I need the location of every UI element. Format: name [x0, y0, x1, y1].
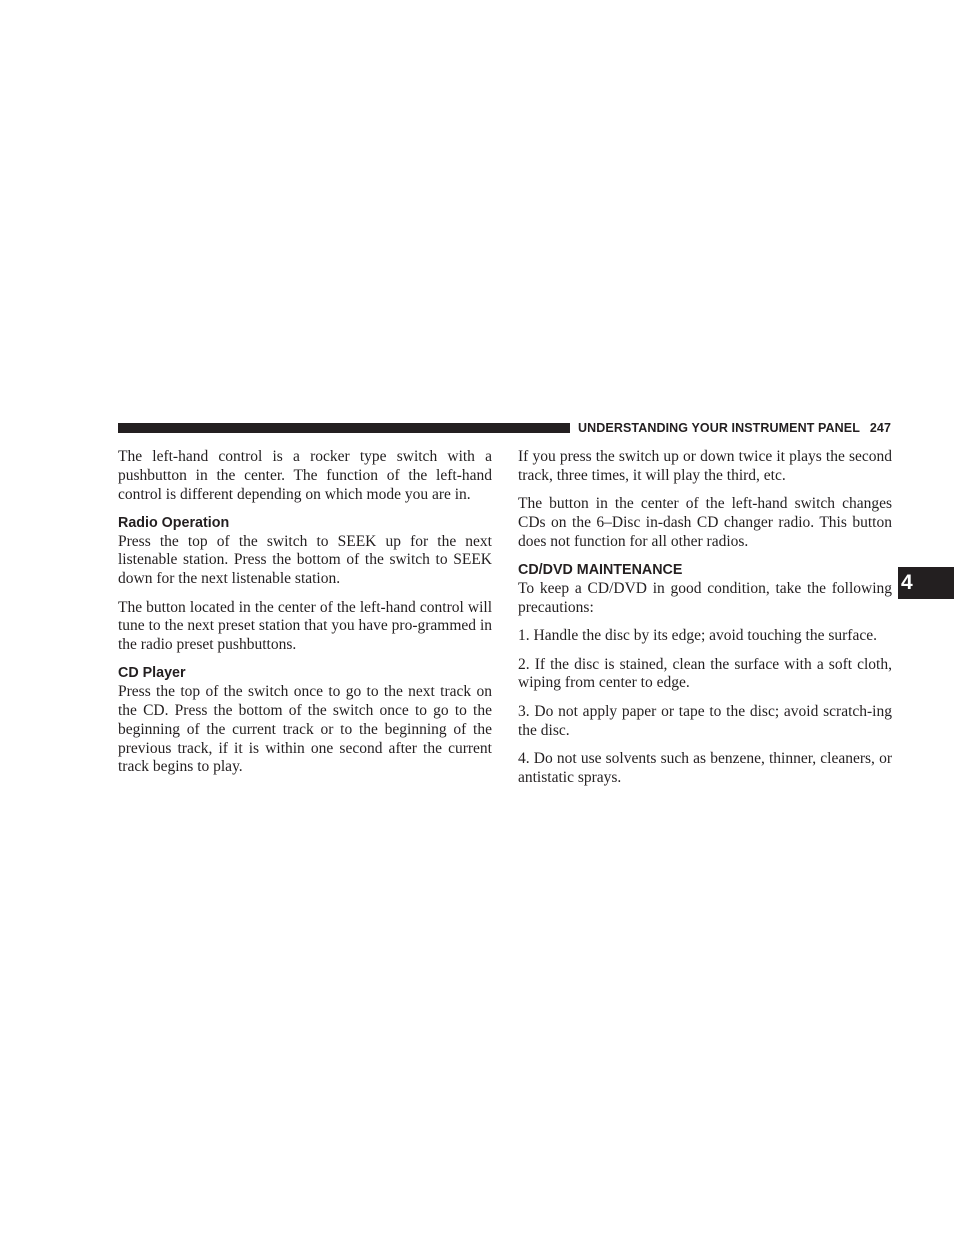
maintenance-item: 1. Handle the disc by its edge; avoid touching the surface.: [518, 627, 877, 645]
radio-operation-heading: Radio Operation: [118, 514, 230, 531]
intro-paragraph: The left-hand control is a rocker type switch with a pushbutton in the center. The function of the left-hand control is different depending on which mode you are in.: [118, 448, 492, 503]
page-number: 247: [869, 421, 891, 435]
maintenance-item: 4. Do not use solvents such as benzene, thinner, cleaners, or antistatic sprays.: [518, 749, 892, 786]
right-column: [518, 448, 892, 797]
running-header: [578, 420, 891, 436]
maintenance-item: 2. If the disc is stained, clean the surface with a soft cloth, wiping from center to edge.: [518, 655, 892, 692]
maintenance-item: 3. Do not apply paper or tape to the disc; avoid scratch-ing the disc.: [518, 702, 892, 739]
left-column: [118, 448, 492, 787]
cd-player-heading: CD Player: [118, 665, 186, 682]
section-title: UNDERSTANDING YOUR INSTRUMENT PANEL: [578, 421, 860, 435]
chapter-tab: 4: [898, 567, 954, 599]
cd-player-paragraph-1: Press the top of the switch once to go to the next track on the CD. Press the bottom of the switch once to go to the beginning of the current track or to the beginning of the previous track, if it is within one second after the current track begins to play.: [118, 683, 492, 776]
radio-operation-paragraph-1: Press the top of the switch to SEEK up for the next listenable station. Press the bottom of the switch to SEEK down for the next listenable station.: [118, 532, 492, 588]
header-rule: [118, 423, 570, 433]
disc-changer-paragraph: The button in the center of the left-hand switch changes CDs on the 6–Disc in-dash CD changer radio. This button does not function for all other radios.: [518, 495, 892, 550]
maintenance-heading: CD/DVD MAINTENANCE: [518, 562, 683, 579]
cd-track-paragraph: If you press the switch up or down twice it plays the second track, three times, it will play the third, etc.: [518, 448, 892, 484]
maintenance-intro: To keep a CD/DVD in good condition, take the following precautions:: [518, 580, 892, 617]
radio-operation-paragraph-2: The button located in the center of the left-hand control will tune to the next preset station that you have pro-grammed in the radio preset pushbuttons.: [118, 598, 492, 654]
